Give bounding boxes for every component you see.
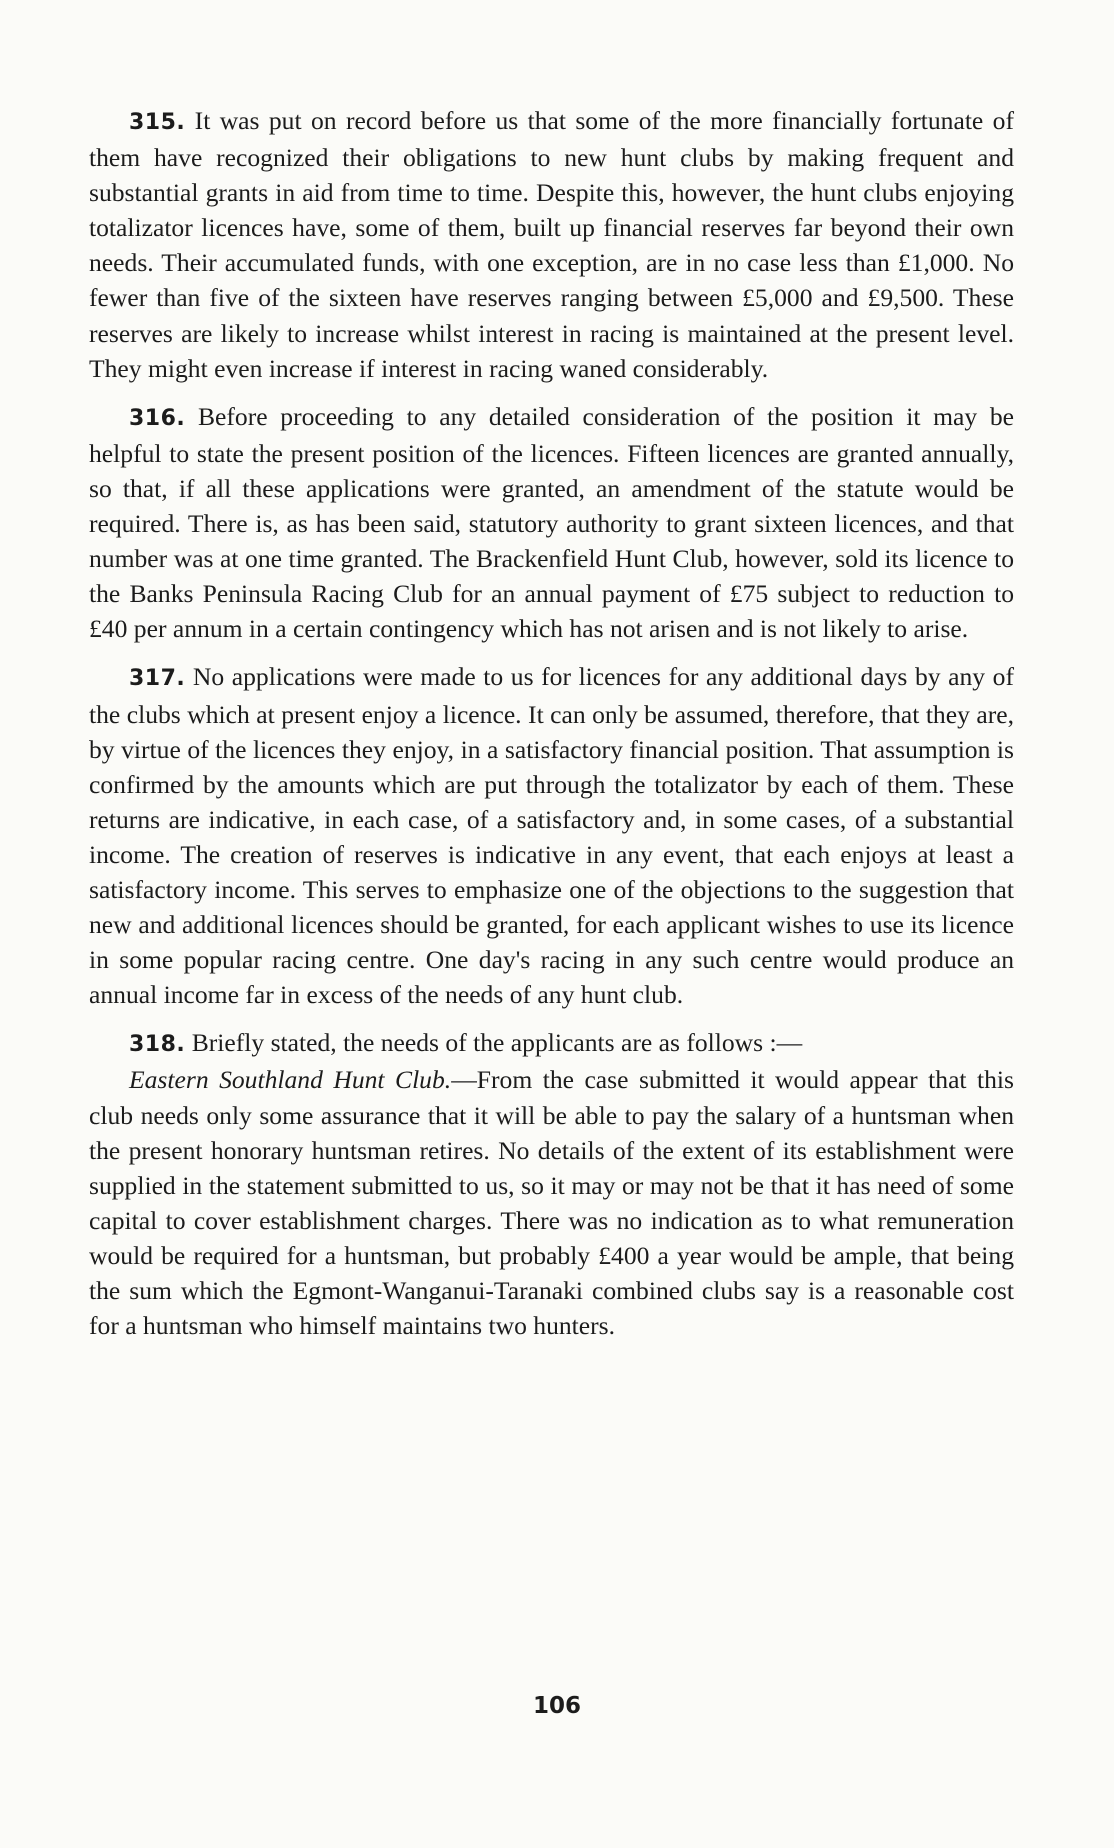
document-body: [89, 103, 1014, 1356]
paragraph-number: 318.: [129, 1032, 186, 1058]
subsection-text: —From the case submitted it would appear that this club needs only some assurance that it will be able to pay the salary of a huntsman when the present honorary huntsman retires. No details of the extent of its establishment were supplied in the statement submitted to us, so it may or may not be that it has need of some capital to cover establishment charges. There was no indication as to what remuneration would be required for a huntsman, but probably £400 a year would be ample, that being the sum which the Egmont-Wanganui-Taranaki combined clubs say is a reasonable cost for a huntsman who himself maintains two hunters.: [89, 1065, 1014, 1341]
subsection-eastern-southland: [89, 1062, 1014, 1343]
subsection-heading: Eastern Southland Hunt Club.: [129, 1065, 452, 1095]
paragraph-text: Before proceeding to any detailed consideration of the position it may be helpful to state the present position of the licences. Fifteen licences are granted annually, so that, if all these applications were granted, an amendment of the statute would be required. There is, as has been said, statutory authority to grant sixteen licences, and that number was at one time granted. The Brackenfield Hunt Club, however, sold its licence to the Banks Peninsula Racing Club for an annual payment of £75 subject to reduction to £40 per annum in a certain contingency which has not arisen and is not likely to arise.: [89, 401, 1015, 644]
paragraph-number: 315.: [129, 110, 186, 135]
page-number: 106: [532, 1693, 581, 1719]
paragraph-text: No applications were made to us for licences for any additional days by any of the clubs which at present enjoy a licence. It can only be assumed, therefore, that they are, by virtue of the licences they enjoy, in a satisfactory financial position. That assumption is confirmed by the amounts which are put through the totalizator by each of them. These returns are indicative, in each case, of a satisfactory and, in some cases, of a substantial income. The creation of reserves is indicative in any event, that each enjoys at least a satisfactory income. This serves to emphasize one of the objections to the suggestion that new and additional licences should be granted, for each applicant wishes to use its licence in some popular racing centre. One day's racing in any such centre would produce an annual income far in excess of the needs of any hunt club.: [89, 662, 1014, 1010]
paragraph-317: [89, 659, 1014, 1012]
paragraph-316: [89, 399, 1014, 647]
paragraph-318: [89, 1025, 1014, 1062]
paragraph-text: It was put on record before us that some of the more financially fortunate of them have recognized their obligations to new hunt clubs by making frequent and substantial grants in aid from time to time. Despite this, however, the hunt clubs enjoying totalizator licences have, some of them, built up financial reserves far beyond their own needs. Their accumulated funds, with one exception, are in no case less than £1,000. No fewer than five of the sixteen have reserves ranging between £5,000 and £9,500. These reserves are likely to increase whilst interest in racing is maintained at the present level. They might even increase if interest in racing waned considerably.: [89, 106, 1014, 383]
paragraph-text: Briefly stated, the needs of the applicants are as follows :—: [191, 1028, 803, 1058]
paragraph-number: 317.: [129, 666, 186, 692]
paragraph-315: [89, 103, 1014, 386]
paragraph-number: 316.: [129, 405, 186, 431]
